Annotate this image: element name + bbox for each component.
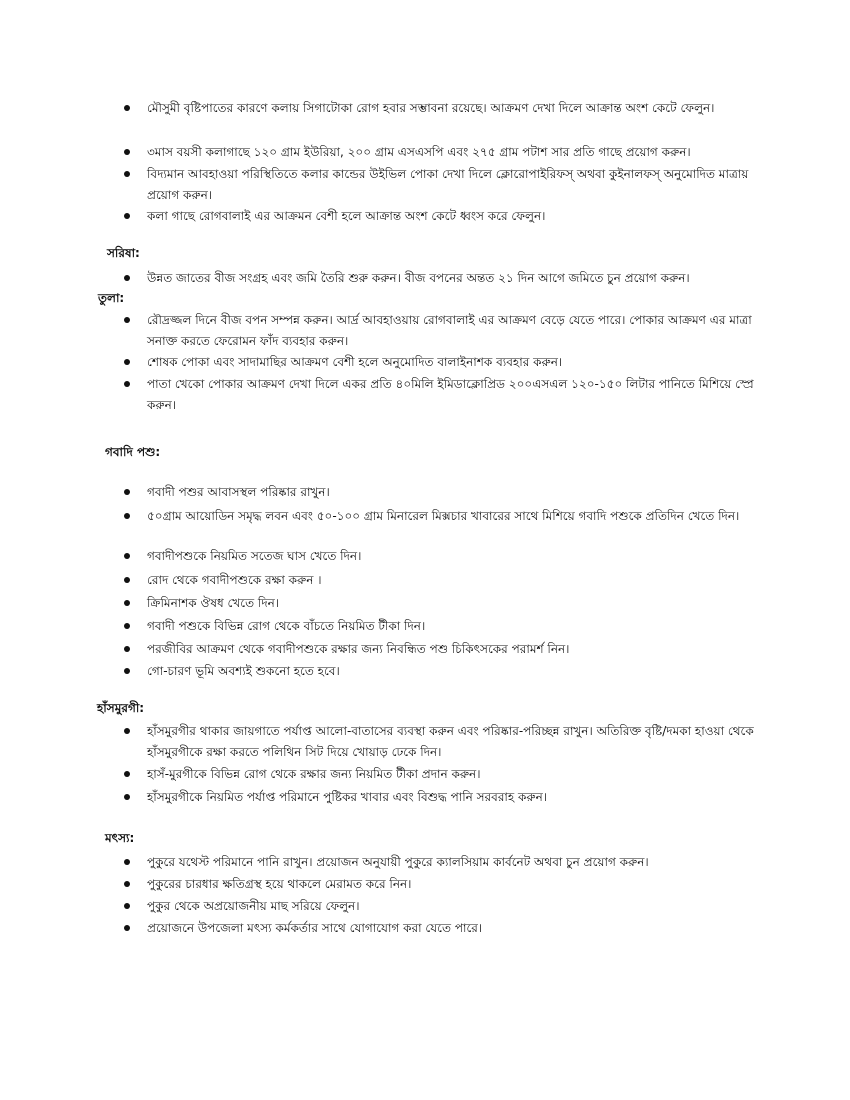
document-page: মৌসুমী বৃষ্টিপাতের কারণে কলায় সিগাটোকা রোগ হবার সম্ভাবনা রয়েছে। আক্রমণ দেখা দিলে আক্রান্ত অংশ কেটে ফেলুন। ৩মাস বয়সী কলাগাছে ১২০ গ্রাম ইউরিয়া, ২০০ গ্রাম এসএসপি এবং ২৭৫ গ্রাম পটাশ সার প্রতি গাছে প্রয়োগ করুন। বিদ্যমান আবহাওয়া পরিস্থিতিতে কলার কান্ডের উইভিল পোকা দেখা দিলে ক্লোরোপাইরিফস্ অথবা কুইনালফস্ অনুমোদিত মাত্রায় প্রয়োগ করুন। কলা গাছে রোগবালাই এর আক্রমন বেশী হলে আক্রান্ত অংশ কেটে ধ্বংস করে ফেলুন। সরিষা: উন্নত জাতের বীজ সংগ্রহ এবং জমি তৈরি শুরু করুন। বীজ বপনের অন্তত ২১ দিন আগে জমিতে চুন প্রয়োগ করুন। তুলা: রৌদ্রজ্জল দিনে বীজ বপন সম্পন্ন করুন। আর্দ্র আবহাওয়ায় রোগবালাই এর আক্রমণ বেড়ে যেতে পারে। পোকার আক্রমণ এর মাত্রা সনাক্ত করতে ফেরোমন ফাঁদ ব্যবহার করুন। শোষক পোকা এবং সাদামাছির আক্রমণ বেশী হলে অনুমোদিত বালাইনাশক ব্যবহার করুন। পাতা খেকো পোকার আক্রমণ দেখা দিলে একর প্রতি ৪০মিলি ইমিডাক্লোপ্রিড ২০০এসএল ১২০-১৫০ লিটার পানিতে মিশিয়ে স্প্রে করুন। গবাদি পশু: গবাদী পশুর আবাসস্থল পরিষ্কার রাখুন। ৫০গ্রাম আয়োডিন সমৃদ্ধ লবন এবং ৫০-১০০ গ্রাম মিনারেল মিক্সচার খাবারের সাথে মিশিয়ে গবাদি পশুকে প্রতিদিন খেতে দিন। গবাদীপশুকে নিয়মিত সতেজ ঘাস খেতে দিন। রোদ থেকে গবাদীপশুকে রক্ষা করুন । ক্রিমিনাশক ঔষধ খেতে দিন। গবাদী পশুকে বিভিন্ন রোগ থেকে বাঁচতে নিয়মিত টীকা দিন। পরজীবির আক্রমণ থেকে গবাদীপশুকে রক্ষার জন্য নিবন্ধিত পশু চিকিৎসকের পরামর্শ নিন। গো-চারণ ভূমি অবশ্যই শুকনো হতে হবে। হাঁসমুরগী: হাঁসমুরগীর থাকার জায়গাতে পর্যাপ্ত আলো-বাতাসের ব্যবস্থা করুন এবং পরিষ্কার-পরিচ্ছন্ন রাখুন। অতিরিক্ত বৃষ্টি/দমকা হাওয়া থেকে হাঁসমুরগীকে রক্ষা করতে পলিথিন সিট দিয়ে খোয়াড় ঢেকে দিন। হাসঁ-মুরগীকে বিভিন্ন রোগ থেকে রক্ষার জন্য নিয়মিত টীকা প্রদান করুন। হাঁসমুরগীকে নিয়মিত পর্যাপ্ত পরিমানে পুষ্টিকর খাবার এবং বিশুদ্ধ পানি সরবরাহ করুন। মৎস্য: পুকুরে যথেস্ট পরিমানে পানি রাখুন। প্রয়োজন অনুযায়ী পুকুরে ক্যালসিয়াম কার্বনেট অথবা চুন প্রয়োগ করুন। পুকুরের চারধার ক্ষতিগ্রস্থ হয়ে থাকলে মেরামত করে নিন। পুকুর থেকে অপ্রয়োজনীয় মাছ সরিয়ে ফেলুন। প্রয়োজনে উপজেলা মৎস্য কর্মকর্তার সাথে যোগাযোগ করা যেতে পারে। xyxy=(97,101,754,935)
section-heading: মৎস্য: xyxy=(105,831,135,845)
bullet-icon xyxy=(124,275,130,281)
bullet-icon xyxy=(124,925,130,931)
bullet-icon xyxy=(124,771,130,777)
bullet-icon xyxy=(124,359,130,365)
section-heading: তুলা: xyxy=(98,291,125,305)
bullet-icon xyxy=(124,213,130,219)
bullet-icon xyxy=(124,577,130,583)
bullet-icon xyxy=(124,553,130,559)
bullet-icon xyxy=(124,171,130,177)
bullet-icon xyxy=(124,600,130,606)
bullet-icon xyxy=(124,623,130,629)
bullet-icon xyxy=(124,668,130,674)
bullet-icon xyxy=(124,903,130,909)
bullet-icon xyxy=(124,513,130,519)
bullet-icon xyxy=(124,794,130,800)
bullet-icon xyxy=(124,728,130,734)
section-heading: গবাদি পশু: xyxy=(105,445,161,459)
bullet-icon xyxy=(124,381,130,387)
bullet-icon xyxy=(124,859,130,865)
section-heading: সরিষা: xyxy=(107,246,140,260)
bullet-icon xyxy=(124,317,130,323)
section-heading: হাঁসমুরগী: xyxy=(97,701,145,715)
bullet-icon xyxy=(124,646,130,652)
bullet-icon xyxy=(124,105,130,111)
bullet-icon xyxy=(124,149,130,155)
bullet-icon xyxy=(124,489,130,495)
bullet-icon xyxy=(124,881,130,887)
